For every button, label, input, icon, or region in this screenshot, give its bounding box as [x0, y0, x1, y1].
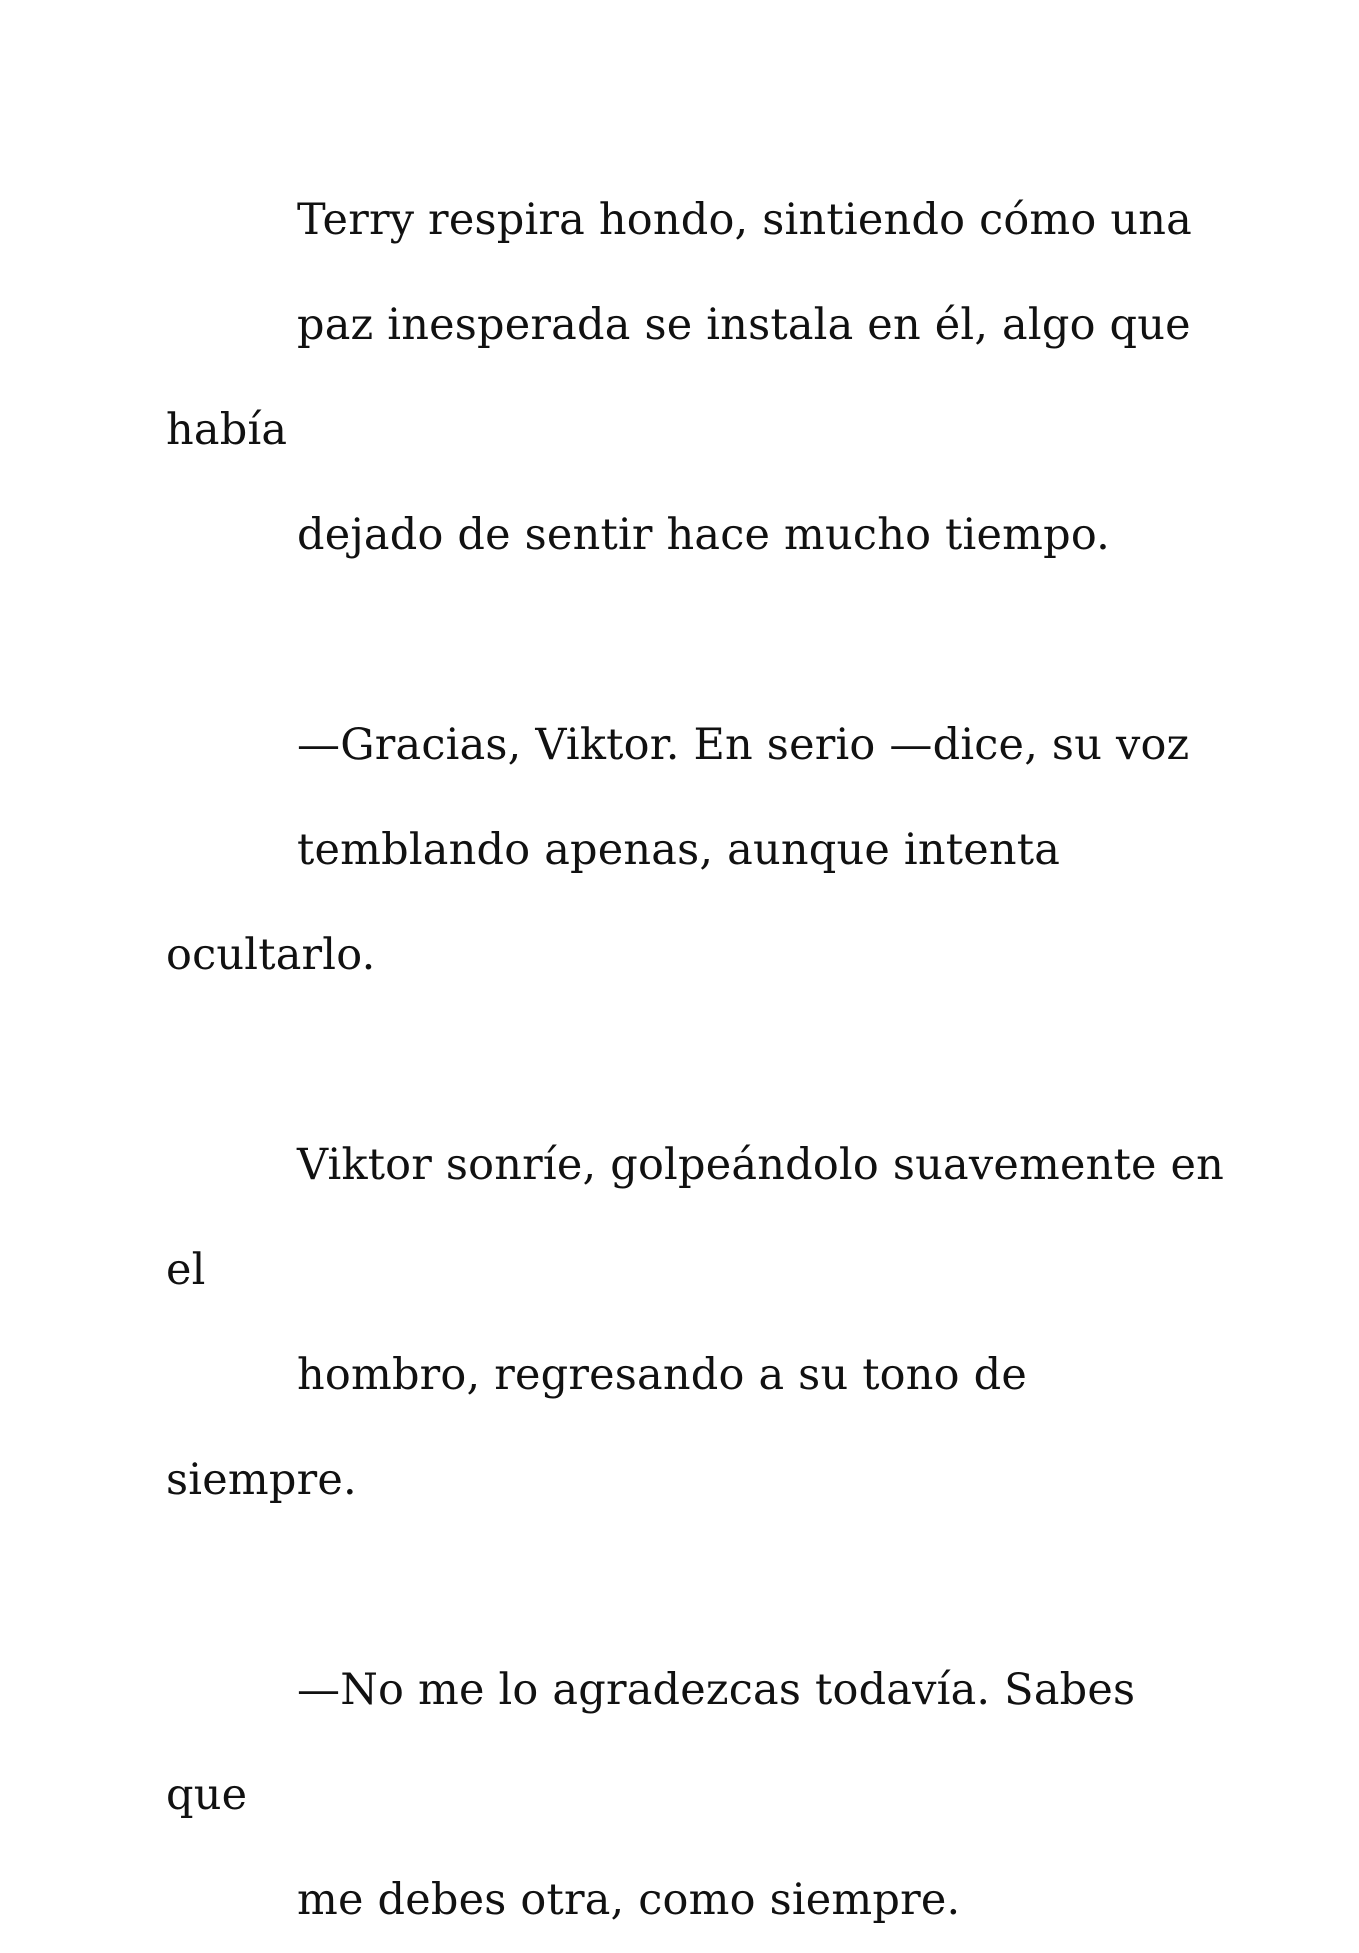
paragraph-2 [166, 693, 1226, 1008]
paragraph-2-line-2: temblando apenas, aunque intenta ocultarlo. [166, 825, 1061, 980]
paragraph-1-line-3: dejado de sentir hace mucho tiempo. [297, 510, 1111, 560]
paragraph-3-line-1: Viktor sonríe, golpeándolo suavemente en el [166, 1140, 1225, 1295]
paragraph-1-line-1: Terry respira hondo, sintiendo cómo una [297, 195, 1192, 245]
paragraph-1-line-2: paz inesperada se instala en él, algo que había [166, 300, 1191, 455]
paragraph-4 [166, 1638, 1226, 1953]
paragraph-4-line-2: me debes otra, como siempre. [297, 1875, 961, 1925]
paragraph-4-line-1: —No me lo agradezcas todavía. Sabes que [166, 1665, 1136, 1820]
paragraph-3-line-2: hombro, regresando a su tono de siempre. [166, 1350, 1027, 1505]
paragraph-1 [166, 168, 1226, 588]
paragraph-2-line-1: —Gracias, Viktor. En serio —dice, su voz [297, 720, 1190, 770]
document-body [166, 168, 1226, 1953]
paragraph-3 [166, 1113, 1226, 1533]
